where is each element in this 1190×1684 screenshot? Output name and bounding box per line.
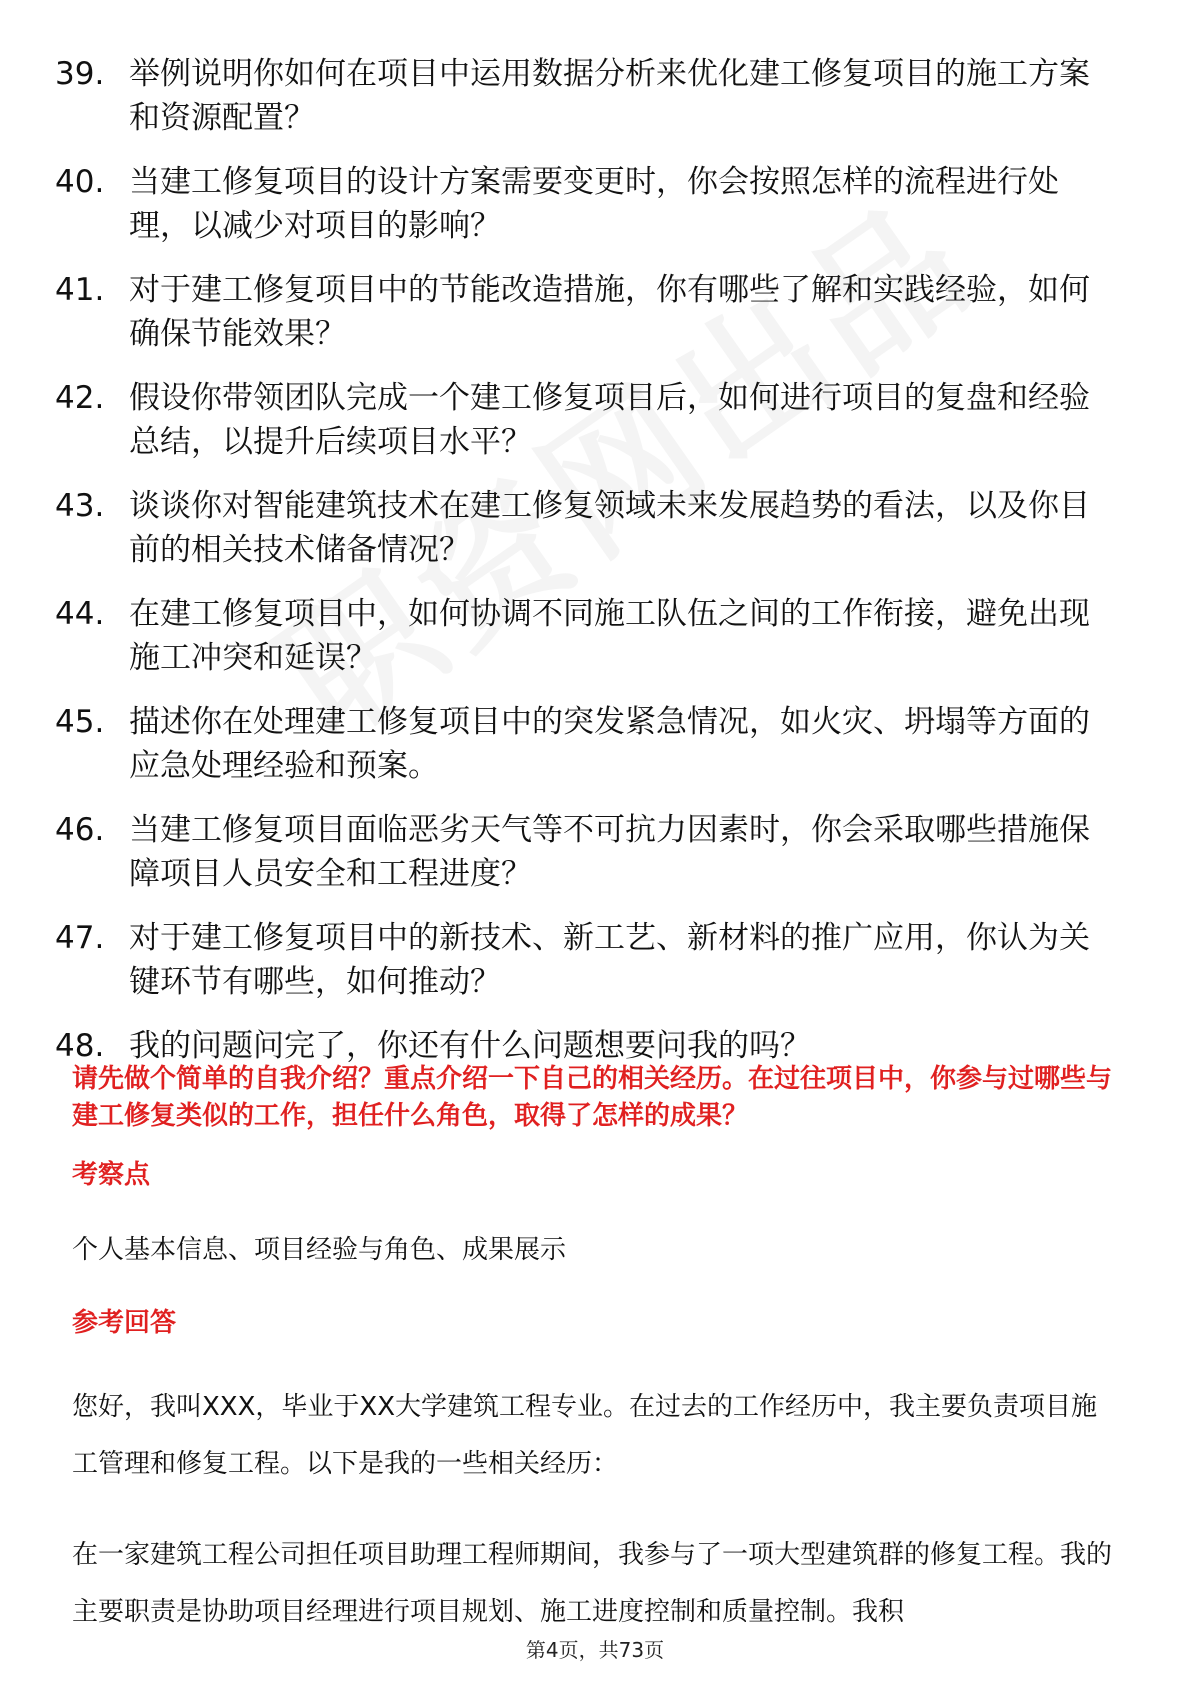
list-item xyxy=(55,52,1115,140)
list-item xyxy=(55,916,1115,1004)
question-text: 假设你带领团队完成一个建工修复项目后，如何进行项目的复盘和经验总结，以提升后续项目水平？ xyxy=(129,380,1090,460)
answer-paragraph: 您好，我叫XXX，毕业于XX大学建筑工程专业。在过去的工作经历中，我主要负责项目施工管理和修复工程。以下是我的一些相关经历： xyxy=(72,1392,1098,1479)
question-number: 44. xyxy=(55,596,105,632)
page-footer: 第4页，共73页 xyxy=(525,1638,665,1662)
question-number: 41. xyxy=(55,272,105,308)
list-item xyxy=(55,376,1115,464)
question-text: 描述你在处理建工修复项目中的突发紧急情况，如火灾、坍塌等方面的应急处理经验和预案。 xyxy=(129,704,1090,784)
question-number: 42. xyxy=(55,380,105,416)
list-item xyxy=(55,808,1115,896)
question-text: 当建工修复项目的设计方案需要变更时，你会按照怎样的流程进行处理，以减少对项目的影响？ xyxy=(129,164,1059,244)
question-text: 我的问题问完了，你还有什么问题想要问我的吗？ xyxy=(129,1028,811,1064)
list-item xyxy=(55,484,1115,572)
question-text: 当建工修复项目面临恶劣天气等不可抗力因素时，你会采取哪些措施保障项目人员安全和工程进度？ xyxy=(129,812,1090,892)
question-number: 47. xyxy=(55,920,105,956)
section-question-heading: 请先做个简单的自我介绍？重点介绍一下自己的相关经历。在过往项目中，你参与过哪些与建工修复类似的工作，担任什么角色，取得了怎样的成果？ xyxy=(72,1064,1113,1131)
list-item xyxy=(55,592,1115,680)
question-number: 39. xyxy=(55,56,105,92)
question-number: 43. xyxy=(55,488,105,524)
question-text: 谈谈你对智能建筑技术在建工修复领域未来发展趋势的看法，以及你目前的相关技术储备情况？ xyxy=(129,488,1090,568)
points-label: 考察点 xyxy=(72,1160,151,1190)
list-item xyxy=(55,268,1115,356)
question-text: 举例说明你如何在项目中运用数据分析来优化建工修复项目的施工方案和资源配置？ xyxy=(129,56,1090,136)
question-text: 在建工修复项目中，如何协调不同施工队伍之间的工作衔接，避免出现施工冲突和延误？ xyxy=(129,596,1090,676)
answer-label: 参考回答 xyxy=(72,1308,177,1338)
points-text: 个人基本信息、项目经验与角色、成果展示 xyxy=(72,1235,567,1265)
question-text: 对于建工修复项目中的节能改造措施，你有哪些了解和实践经验，如何确保节能效果？ xyxy=(129,272,1090,352)
question-number: 45. xyxy=(55,704,105,740)
question-number: 48. xyxy=(55,1028,105,1064)
list-item xyxy=(55,160,1115,248)
question-list xyxy=(55,52,1115,1088)
question-number: 40. xyxy=(55,164,105,200)
question-number: 46. xyxy=(55,812,105,848)
list-item xyxy=(55,700,1115,788)
question-text: 对于建工修复项目中的新技术、新工艺、新材料的推广应用，你认为关键环节有哪些，如何推动？ xyxy=(129,920,1090,1000)
answer-paragraph: 在一家建筑工程公司担任项目助理工程师期间，我参与了一项大型建筑群的修复工程。我的主要职责是协助项目经理进行项目规划、施工进度控制和质量控制。我积 xyxy=(72,1540,1113,1627)
